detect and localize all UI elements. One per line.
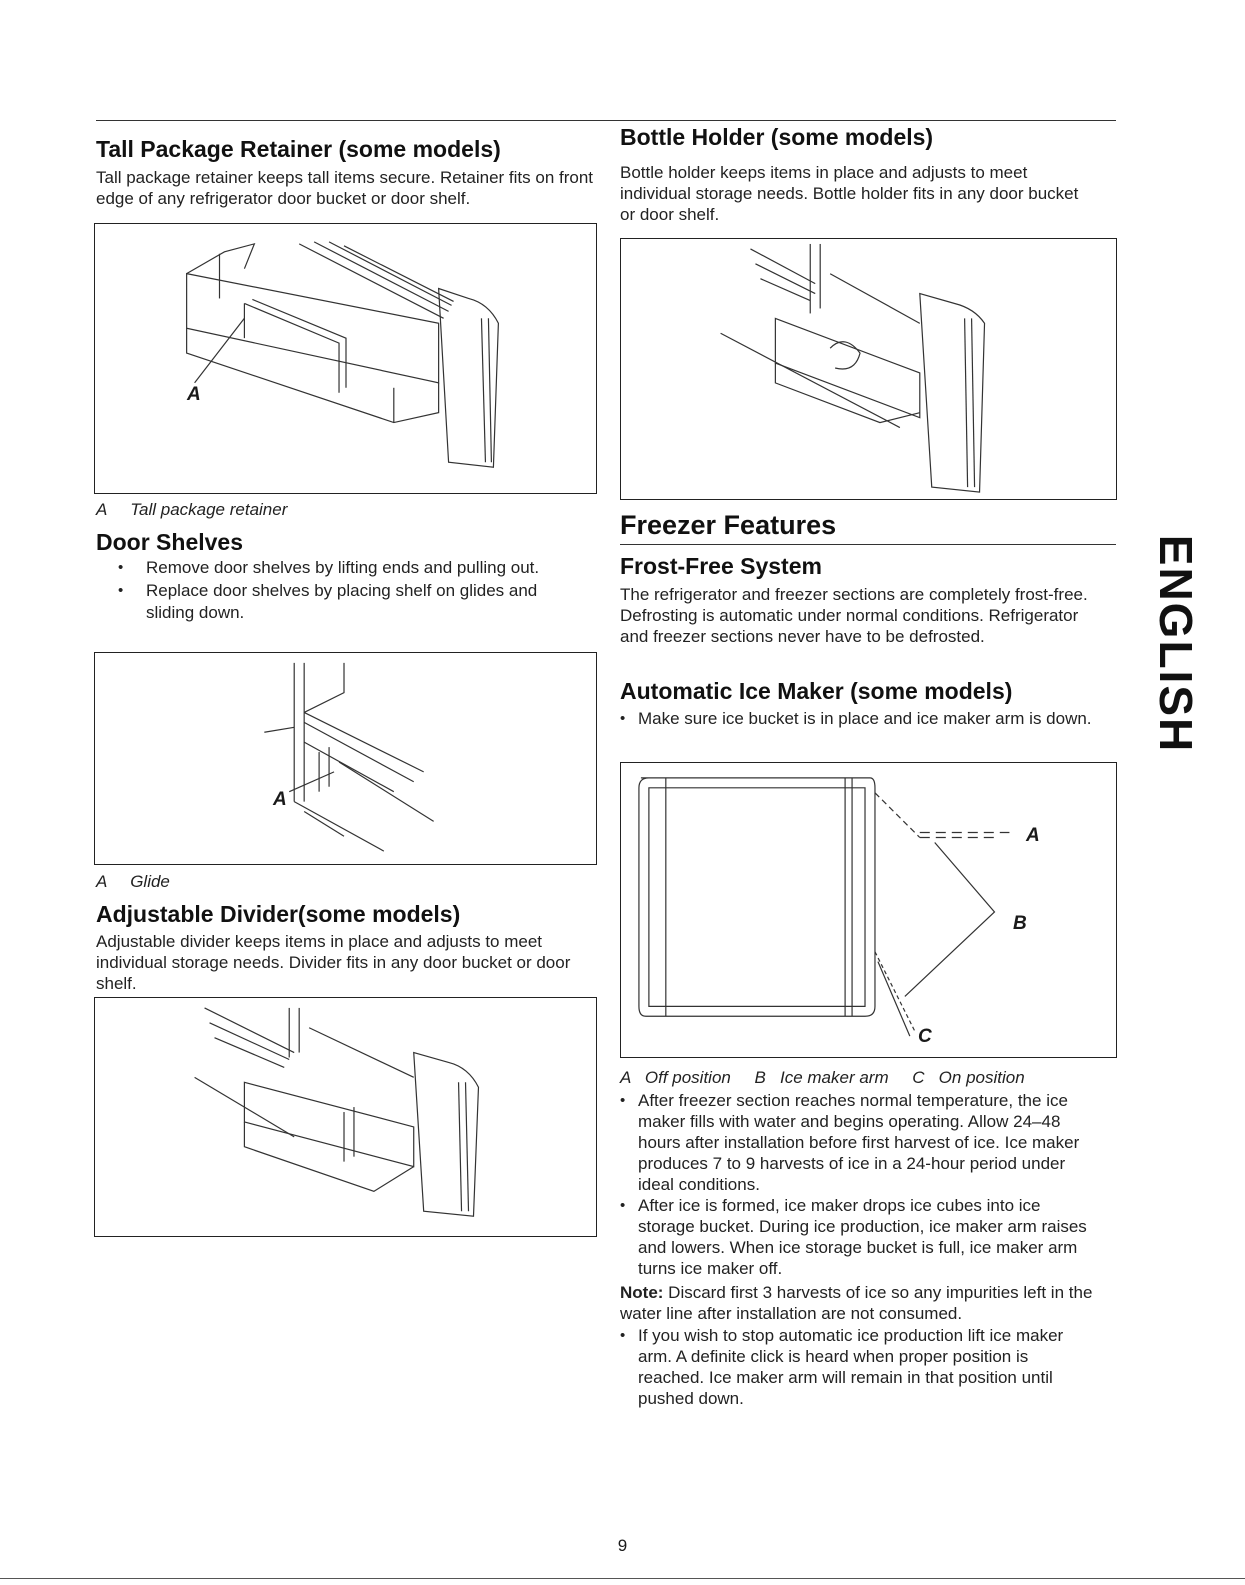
tall-package-figure: [94, 223, 597, 494]
list-item: • If you wish to stop automatic ice production lift ice maker arm. A definite click is heard when proper position is reached. Ice maker arm will remain in that position until pushed down.: [620, 1325, 1090, 1409]
door-shelves-illustration: [95, 653, 596, 864]
frost-free-title: Frost-Free System: [620, 553, 822, 579]
tall-package-illustration: [95, 224, 596, 493]
freezer-features-rule: [620, 544, 1116, 545]
adjustable-divider-illustration: [95, 998, 596, 1236]
door-shelves-figure: [94, 652, 597, 865]
adjustable-divider-body: Adjustable divider keeps items in place and adjusts to meet individual storage needs. Divider fits in any door bucket or door shelf.: [96, 932, 571, 993]
page-number: 9: [617, 1536, 628, 1555]
note-text: Discard first 3 harvests of ice so any impurities left in the water line after installation are not consumed.: [620, 1283, 1093, 1323]
bottle-holder-figure: [620, 238, 1117, 500]
door-shelves-title: Door Shelves: [96, 529, 243, 555]
door-shelves-list: [96, 557, 586, 624]
list-item: • After ice is formed, ice maker drops ice cubes into ice storage bucket. During ice production, ice maker arm raises and lowers. When ice storage bucket is full, ice maker arm turns ice maker off.: [620, 1195, 1095, 1279]
ice-maker-fig-label-b: B: [1013, 913, 1027, 934]
ice-maker-fig-label-a: A: [1026, 825, 1040, 846]
ice-maker-fig-label-c: C: [918, 1026, 932, 1047]
list-item: • Make sure ice bucket is in place and ice maker arm is down.: [620, 708, 1100, 730]
ice-maker-note: [620, 1282, 1098, 1324]
language-side-tab-text: ENGLISH: [1150, 534, 1202, 754]
ice-maker-list-3: [620, 1325, 1090, 1409]
ice-maker-list-1: [620, 708, 1100, 730]
door-shelves-caption-text: Glide: [130, 872, 170, 891]
tall-package-caption-text: Tall package retainer: [130, 500, 288, 519]
language-side-tab: [1150, 530, 1202, 758]
list-item: • Remove door shelves by lifting ends and pulling out.: [96, 557, 586, 579]
adjustable-divider-title: Adjustable Divider(some models): [96, 901, 461, 927]
door-shelves-caption-letter: A: [96, 872, 107, 891]
bottle-holder-body: Bottle holder keeps items in place and adjusts to meet individual storage needs. Bottle holder fits in any door bucket or door shelf.: [620, 163, 1079, 224]
frost-free-body: The refrigerator and freezer sections are completely frost-free. Defrosting is automatic under normal conditions. Refrigerator and freezer sections never have to be defrosted.: [620, 585, 1088, 646]
ice-maker-figure: [620, 762, 1117, 1058]
tall-package-caption: [96, 500, 287, 520]
tall-package-title: Tall Package Retainer (some models): [96, 136, 501, 162]
ice-maker-list-2: [620, 1090, 1095, 1279]
top-rule: [96, 120, 1116, 121]
bottom-rule: [0, 1578, 1245, 1579]
ice-maker-caption: A Off position B Ice maker arm C On position: [620, 1068, 1025, 1087]
list-item: • Replace door shelves by placing shelf on glides and sliding down.: [96, 580, 586, 624]
tall-package-fig-label: A: [187, 384, 201, 405]
ice-maker-illustration: [621, 763, 1116, 1057]
door-shelves-caption: [96, 872, 170, 892]
door-shelves-fig-label: A: [273, 789, 287, 810]
bottle-holder-illustration: [621, 239, 1116, 499]
note-label: Note:: [620, 1283, 664, 1302]
tall-package-caption-letter: A: [96, 500, 107, 519]
ice-maker-title: Automatic Ice Maker (some models): [620, 678, 1013, 704]
list-item: • After freezer section reaches normal temperature, the ice maker fills with water and begins operating. Allow 24–48 hours after installation before first harvest of ice. Ice maker produces 7 to 9 harvests of ice in a 24-hour period under ideal conditions.: [620, 1090, 1095, 1195]
freezer-features-title: Freezer Features: [620, 510, 837, 540]
bottle-holder-title: Bottle Holder (some models): [620, 124, 934, 150]
tall-package-body: Tall package retainer keeps tall items secure. Retainer fits on front edge of any refrigerator door bucket or door shelf.: [96, 168, 594, 208]
adjustable-divider-figure: [94, 997, 597, 1237]
